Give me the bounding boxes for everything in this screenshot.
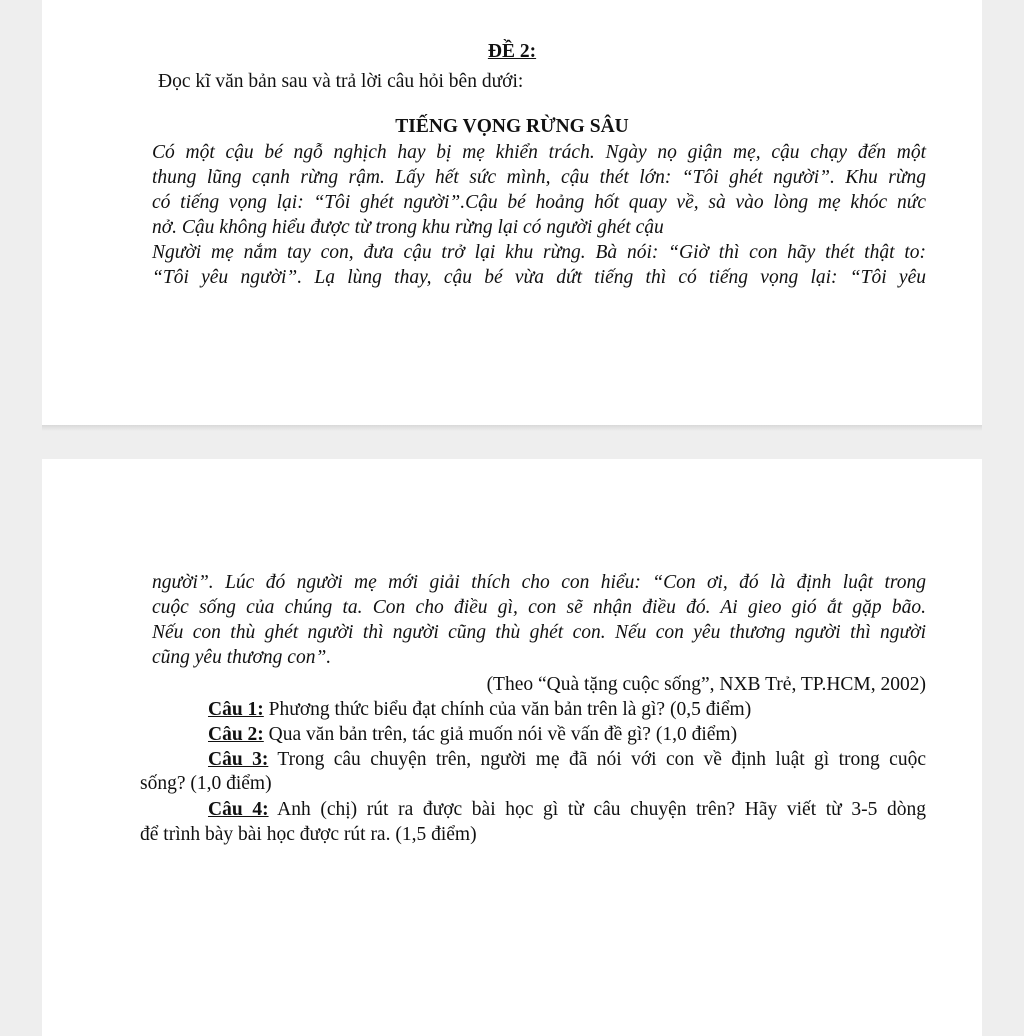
question-4-continuation: để trình bày bài học được rút ra. (1,5 điểm) xyxy=(140,824,477,845)
document-page-2 xyxy=(42,459,982,1036)
passage-line: Nếu con thù ghét người thì người cũng thù ghét con. Nếu con yêu thương người thì người xyxy=(152,622,926,643)
passage-line: người”. Lúc đó người mẹ mới giải thích cho con hiểu: “Con ơi, đó là định luật trong xyxy=(152,572,926,593)
question-2 xyxy=(208,723,926,748)
story-title: TIẾNG VỌNG RỪNG SÂU xyxy=(395,116,629,137)
question-label: Câu 3: xyxy=(208,749,269,770)
question-label: Câu 1: xyxy=(208,699,264,720)
source-citation: (Theo “Quà tặng cuộc sống”, NXB Trẻ, TP.HCM, 2002) xyxy=(486,674,926,695)
question-text: Qua văn bản trên, tác giả muốn nói về vấn đề gì? (1,0 điểm) xyxy=(263,724,738,745)
question-text: Anh (chị) rút ra được bài học gì từ câu chuyện trên? Hãy viết từ 3-5 dòng xyxy=(268,799,927,820)
instruction-text: Đọc kĩ văn bản sau và trả lời câu hỏi bên dưới: xyxy=(158,71,524,92)
exam-heading: ĐỀ 2: xyxy=(487,41,537,62)
question-text: Trong câu chuyện trên, người mẹ đã nói với con về định luật gì trong cuộc xyxy=(268,749,926,770)
question-label: Câu 4: xyxy=(208,799,269,820)
question-3 xyxy=(208,748,926,773)
page-separator xyxy=(42,425,982,431)
passage-line: thung lũng cạnh rừng rậm. Lấy hết sức mình, cậu thét lớn: “Tôi ghét người”. Khu rừng xyxy=(152,167,926,188)
question-3-continuation: sống? (1,0 điểm) xyxy=(140,773,272,794)
passage-line: có tiếng vọng lại: “Tôi ghét người”.Cậu bé hoảng hốt quay về, sà vào lòng mẹ khóc nức xyxy=(152,192,926,213)
passage-line: cuộc sống của chúng ta. Con cho điều gì, con sẽ nhận điều đó. Ai gieo gió ắt gặp bão. xyxy=(152,597,926,618)
question-1 xyxy=(208,698,926,723)
question-label: Câu 2: xyxy=(208,724,264,745)
passage-line: nở. Cậu không hiểu được từ trong khu rừng lại có người ghét cậu xyxy=(152,217,664,238)
passage-line: cũng yêu thương con”. xyxy=(152,647,332,668)
passage-line: Người mẹ nắm tay con, đưa cậu trở lại khu rừng. Bà nói: “Giờ thì con hãy thét thật to: xyxy=(152,242,926,263)
passage-line: “Tôi yêu người”. Lạ lùng thay, cậu bé vừa dứt tiếng thì có tiếng vọng lại: “Tôi yêu xyxy=(152,267,926,288)
document-page-1 xyxy=(42,0,982,425)
question-4 xyxy=(208,798,926,823)
passage-line: Có một cậu bé ngỗ nghịch hay bị mẹ khiển trách. Ngày nọ giận mẹ, cậu chạy đến một xyxy=(152,142,926,163)
question-text: Phương thức biểu đạt chính của văn bản trên là gì? (0,5 điểm) xyxy=(263,699,752,720)
